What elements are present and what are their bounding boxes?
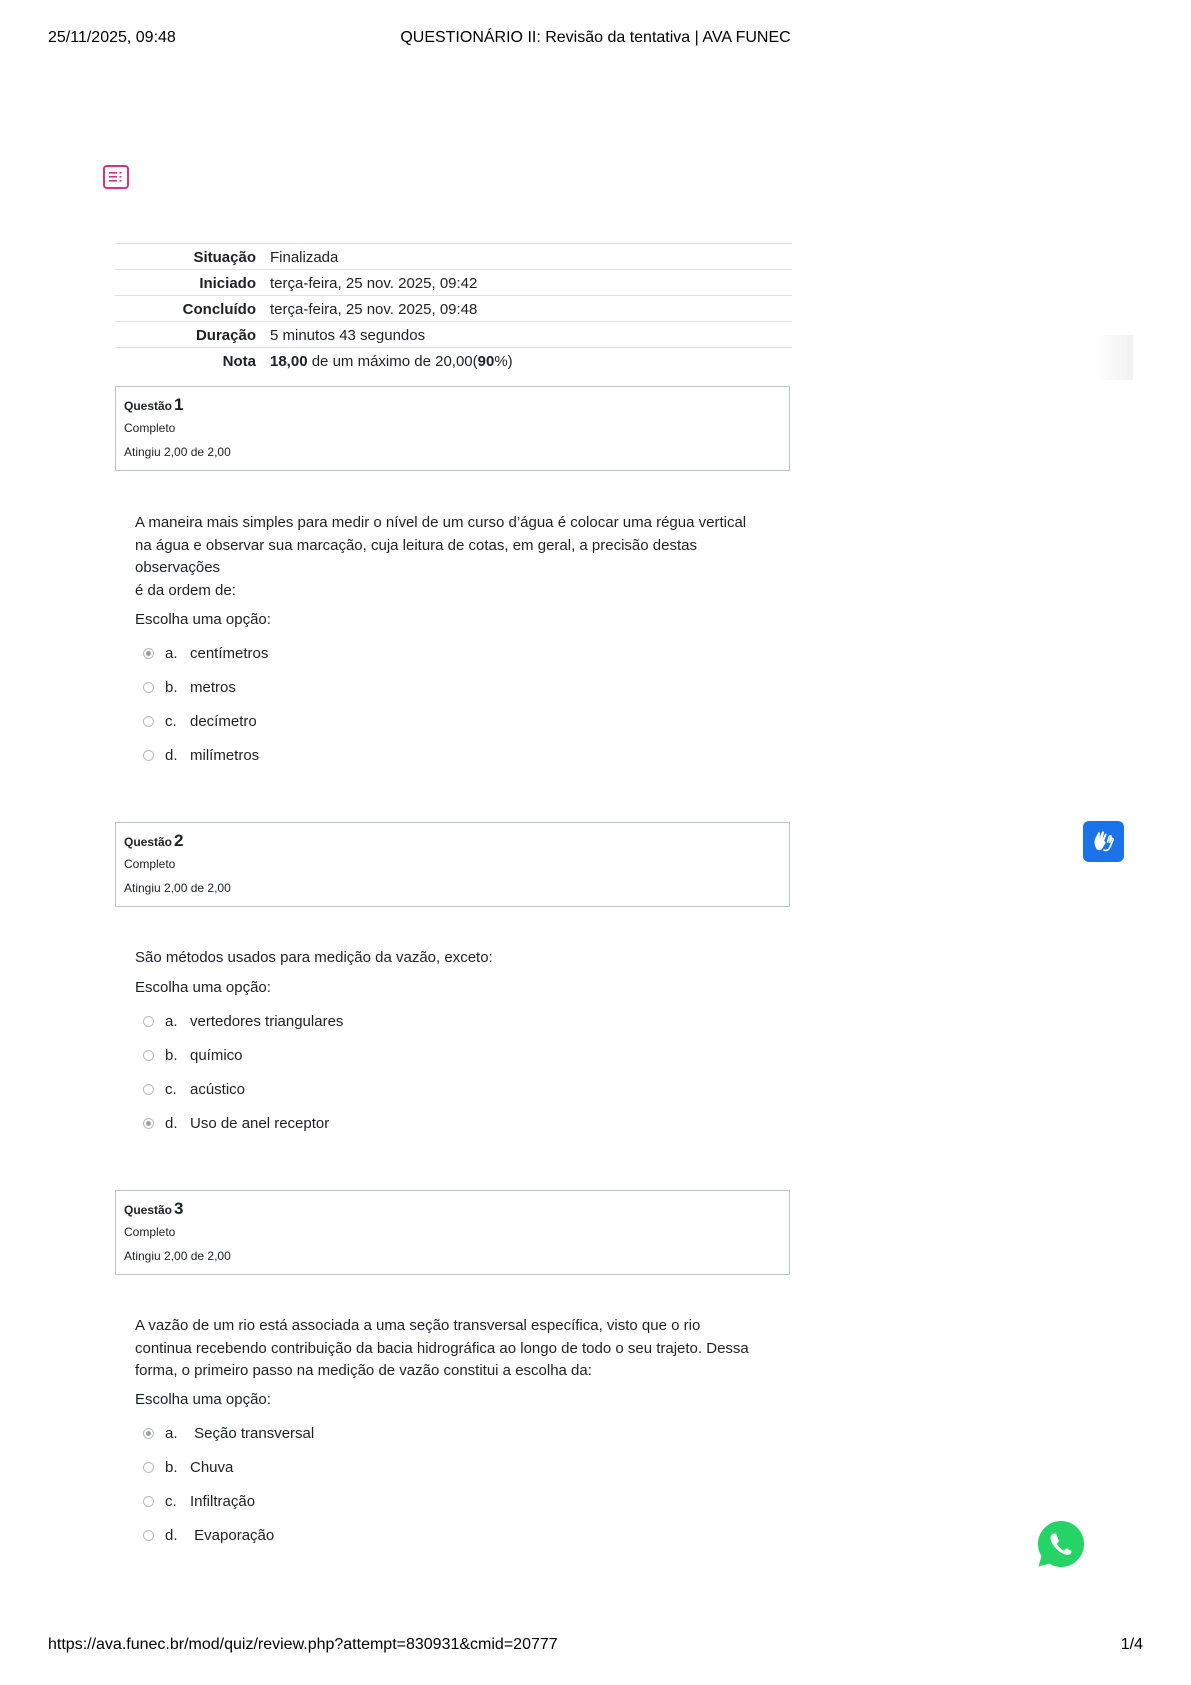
answer-option[interactable] [143, 1525, 274, 1545]
option-text: vertedores triangulares [190, 1012, 344, 1030]
answer-option[interactable] [143, 745, 259, 765]
radio-button[interactable] [143, 1118, 154, 1129]
print-url: https://ava.funec.br/mod/quiz/review.php?attempt=830931&cmid=20777 [48, 1636, 558, 1653]
question-text-line: é da ordem de: [135, 581, 236, 599]
grade-percent: 90 [477, 352, 495, 370]
question-text [135, 1315, 755, 1383]
question-text-line: na água e observar sua marcação, cuja leitura de cotas, em geral, a precisão destas [135, 536, 697, 554]
answer-option[interactable] [143, 1045, 243, 1065]
question-state: Completo [124, 1225, 176, 1239]
answer-option[interactable] [143, 711, 257, 731]
radio-button[interactable] [143, 1084, 154, 1095]
question-state: Completo [124, 421, 176, 435]
summary-value: 5 minutos 43 segundos [270, 326, 426, 344]
option-letter: b. [165, 678, 178, 696]
radio-button[interactable] [143, 648, 154, 659]
option-text: centímetros [190, 644, 269, 662]
option-letter: b. [165, 1046, 178, 1064]
question-prompt: Escolha uma opção: [135, 611, 271, 628]
radio-button[interactable] [143, 1530, 154, 1541]
option-text: químico [190, 1046, 243, 1064]
option-letter: d. [165, 1114, 178, 1132]
option-text: milímetros [190, 746, 260, 764]
answer-option[interactable] [143, 1457, 233, 1477]
option-text: Infiltração [190, 1492, 256, 1510]
summary-row-duration [115, 322, 792, 348]
summary-label: Concluído [182, 300, 256, 318]
question-label: Questão [124, 835, 173, 849]
question-text [135, 947, 755, 970]
question-text-line: A vazão de um rio está associada a uma seção transversal específica, visto que o rio [135, 1317, 701, 1334]
print-datetime: 25/11/2025, 09:48 [48, 29, 176, 46]
answer-option[interactable] [143, 1113, 329, 1133]
attempt-summary-table [115, 243, 792, 373]
radio-button[interactable] [143, 1428, 154, 1439]
option-letter: c. [165, 1080, 177, 1098]
question-prompt: Escolha uma opção: [135, 1391, 271, 1408]
answer-option[interactable] [143, 1423, 314, 1443]
question-grade: Atingiu 2,00 de 2,00 [124, 1249, 231, 1263]
answer-option[interactable] [143, 677, 236, 697]
option-letter: a. [165, 1012, 178, 1030]
option-letter: c. [165, 1492, 177, 1510]
print-footer [48, 1636, 1143, 1656]
grade-score: 18,00 [270, 352, 308, 370]
answer-option[interactable] [143, 1491, 255, 1511]
radio-button[interactable] [143, 1496, 154, 1507]
quiz-list-icon [103, 165, 129, 189]
question-prompt: Escolha uma opção: [135, 979, 271, 996]
summary-row-completed [115, 296, 792, 322]
summary-label: Iniciado [199, 274, 256, 292]
question-text [135, 512, 755, 602]
option-text: acústico [190, 1080, 246, 1098]
answer-option[interactable] [143, 1079, 245, 1099]
option-text: Uso de anel receptor [190, 1114, 330, 1132]
option-text: metros [190, 678, 236, 696]
summary-value: terça-feira, 25 nov. 2025, 09:48 [270, 300, 478, 318]
radio-button[interactable] [143, 1016, 154, 1027]
option-letter: d. [165, 746, 178, 764]
summary-row-state [115, 244, 792, 270]
question-label: Questão [124, 1203, 173, 1217]
question-text-line: São métodos usados para medição da vazão, exceto: [135, 949, 493, 966]
option-text: Chuva [190, 1458, 234, 1476]
question-text-line: continua recebendo contribuição da bacia hidrográfica ao longo de todo o seu trajeto. Dessa [135, 1339, 749, 1357]
question-label: Questão [124, 399, 173, 413]
grade-end: %) [494, 352, 513, 370]
summary-grade-value [270, 348, 792, 374]
answer-option[interactable] [143, 1011, 343, 1031]
radio-button[interactable] [143, 682, 154, 693]
radio-button[interactable] [143, 1462, 154, 1473]
summary-value: terça-feira, 25 nov. 2025, 09:42 [270, 274, 478, 292]
option-letter: b. [165, 1458, 178, 1476]
sign-language-hands-icon[interactable] [1083, 821, 1124, 862]
question-info-box [115, 1190, 790, 1275]
question-number: 2 [174, 831, 184, 850]
option-text: decímetro [190, 712, 257, 730]
question-grade: Atingiu 2,00 de 2,00 [124, 881, 231, 895]
summary-row-started [115, 270, 792, 296]
option-text: Seção transversal [190, 1424, 315, 1442]
question-text-line: forma, o primeiro passo na medição de vazão constitui a escolha da: [135, 1362, 592, 1379]
radio-button[interactable] [143, 750, 154, 761]
question-text-line: A maneira mais simples para medir o nível de um curso d’água é colocar uma régua vertical [135, 514, 747, 531]
summary-label: Situação [193, 248, 256, 266]
grade-middle: de um máximo de 20,00( [307, 352, 478, 370]
option-letter: a. [165, 1424, 178, 1442]
option-letter: a. [165, 644, 178, 662]
print-page-number: 1/4 [1120, 1636, 1143, 1653]
answer-option[interactable] [143, 643, 268, 663]
summary-row-grade [115, 348, 792, 374]
question-info-box [115, 386, 790, 471]
question-info-box [115, 822, 790, 907]
radio-button[interactable] [143, 716, 154, 727]
side-drawer-handle[interactable] [1093, 335, 1133, 380]
whatsapp-icon[interactable] [1035, 1518, 1087, 1570]
option-letter: c. [165, 712, 177, 730]
question-grade: Atingiu 2,00 de 2,00 [124, 445, 231, 459]
summary-value: Finalizada [270, 248, 339, 266]
print-header [48, 29, 1143, 49]
question-state: Completo [124, 857, 176, 871]
question-number: 3 [174, 1199, 184, 1218]
summary-label: Nota [222, 352, 256, 370]
question-number: 1 [174, 395, 184, 414]
question-text-line: observações [135, 559, 221, 576]
summary-label: Duração [195, 326, 256, 344]
radio-button[interactable] [143, 1050, 154, 1061]
print-title: QUESTIONÁRIO II: Revisão da tentativa | AVA FUNEC [400, 29, 791, 46]
option-letter: d. [165, 1526, 178, 1544]
option-text: Evaporação [190, 1526, 275, 1544]
